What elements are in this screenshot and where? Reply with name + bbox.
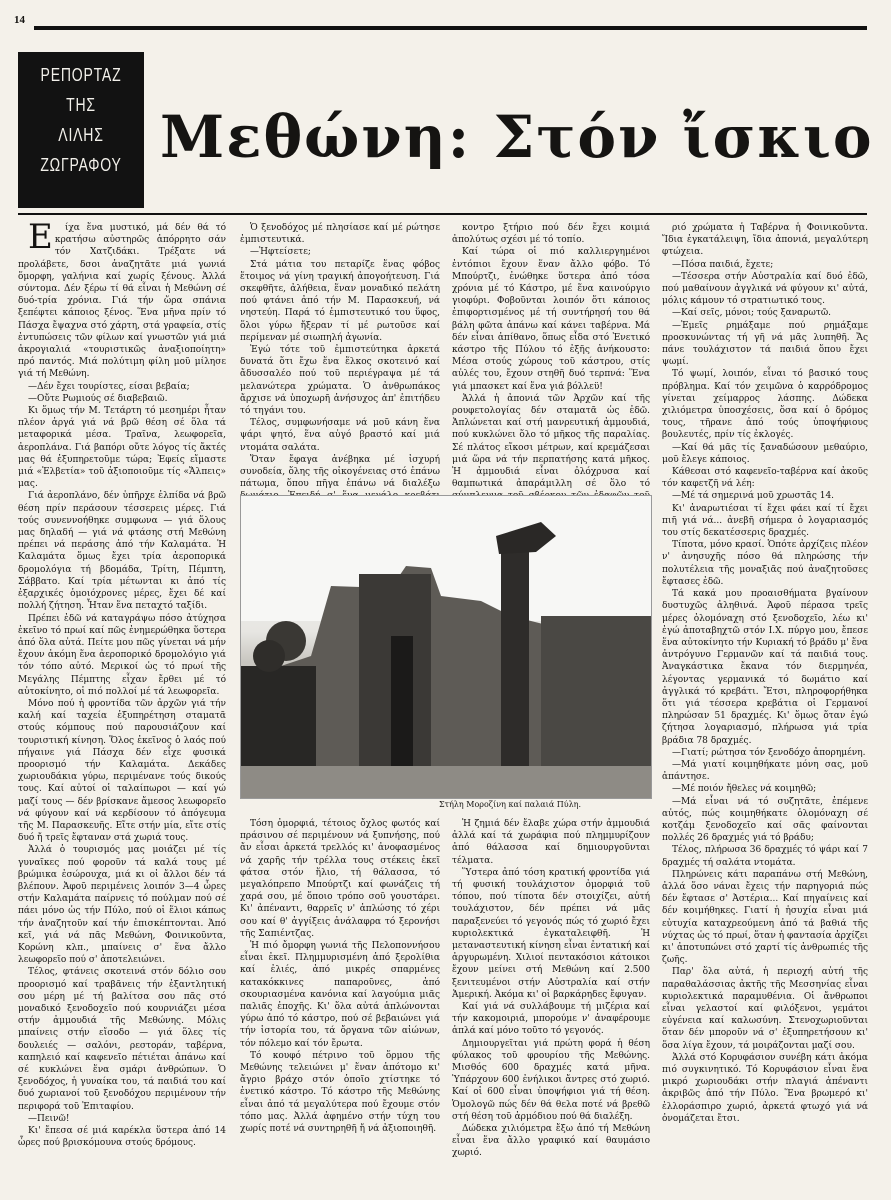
paragraph: Δώδεκα χιλιόμετρα ἔξω ἀπό τή Μεθώνη εἶναι ἕνα ἄλλο γραφικό καί θαυμάσιο χωριό.: [452, 1124, 650, 1159]
byline-line: ΖΩΓΡΑΦΟΥ: [40, 155, 122, 175]
paragraph: Ἀλλά ἡ ἀπονιά τῶν Ἀρχῶν καί τῆς ρουφετολογίας δέν σταματᾶ ὡς ἐδῶ. Ἀπλώνεται καί στή μανρευτική ἀμμουδιά, πού κυκλώνει ὅλο τό μῆκος τῆς παραλίας. Σέ πλάτος εἴκοσι μέτρων, καί κρεμάζεσαι μιά ὥρα νά τήν περπατήσης κατά μῆκος. Ἡ ἀμμουδιά εἶναι ὀλόχρυσα καί θαμπωτικά ἀπαράμιλλη σέ ὅλο τό: [452, 393, 650, 490]
paragraph: Στά μάτια του πεταρίζε ἕνας φόβος ἕτοιμος νά γίνη τραγική ἀπογοήτευση. Γιά σκεφθῆτε, ἀλήθεια, ἕναν μοναδικό πελάτη πού φτάνει ἀπό τήν Μ. Παρασκευή, νά νηστεύη. Παρά τό ἐμπιστευτικό του ὕφος, ὅλοι γύρω ἤξεραν τί μέ ρωτοῦσε καί περίμεναν μέ σιωπηλή ἀγωνία.: [240, 259, 440, 343]
paragraph: —Πόσα παιδιά, ἔχετε;: [672, 259, 774, 270]
top-rule: [34, 26, 867, 30]
paragraph: Κι' ἀναρωτιέσαι τί ἔχει φάει καί τί ἔχει πιῆ γιά νά... ἀνεβῆ σήμερα ὁ λογαριασμός του στίς δεκατέσσερις δραχμές.: [662, 503, 868, 539]
paragraph: —Μέ τά σημερινά μοῦ χρωστᾶς 14.: [672, 491, 835, 502]
paragraph: Ὕστερα ἀπό τόση κρατική φροντίδα γιά τή φυσική τουλάχιστον ὀμορφιά τοῦ τόπου, πού τίποτα δέν στοιχίζει, αὐτή τουλάχιστον, δέν πρέπει νά μᾶς παραξενεύει τό γεγονός πώς τό χωριό ἔχει κυριολεκτικά ἐγκαταλειφθῆ. Ἡ μεταναστευτική κίνηση εἶναι ἐντατική καί ἀργυρωμένη. Χιλιοί πεντακόσιοι κάτοικοι ἔχουν μείνει στή Μεθώνη καί 2.500 ξενιτευμένοι στήν Αὐστραλία καί στήν Ἀμερική. Ἀκόμα κι' οἱ βαρκάρηδες ἔφυγαν.: [452, 867, 650, 1000]
article-headline: Μεθώνη: Στόν ἴσκιο: [160, 103, 874, 171]
text-column-3: [452, 222, 650, 490]
byline-box: [18, 52, 144, 208]
paragraph: Πληρώνεις κάτι παραπάνω στή Μεθώνη, ἀλλά ὅσο νάναι ἔχεις τήν παρηγοριά πώς δέν ἔφτασε σ' Ἀστέρια... Καί πηγαίνεις καί δέν κοιμήθηκες. Γιατί ἡ ἡσυχία εἶναι μιά εὐτυχία καταχρεούμενη ἀπό τά βαθιά τῆς νύχτας ὡς τό πρωί, ὅταν ἡ φαντασία ἀρχίζει κι' ἀποτυπώνει στό χαρτί τίς ἀνθρωπιές τῆς ζωῆς.: [662, 869, 868, 966]
paragraph: Ἡ ζημιά δέν ἔλαβε χώρα στήν ἀμμουδιά ἀλλά καί τά χωράφια πού πλημμυρίζουν ἀπό θάλασσα καί δημιουργοῦνται τέλματα.: [452, 819, 650, 866]
paragraph: —Καί σεῖς, μόνοι; τούς ξαναρωτῶ.: [672, 308, 832, 319]
paragraph: —Πεινῶ!: [28, 1113, 70, 1124]
text-column-4: [662, 222, 868, 1190]
paragraph: Κάθεσαι στό καφενεῖο-ταβέρνα καί ἀκοῦς τόν καφετζῆ νά λέη:: [662, 467, 868, 490]
paragraph: Μόνο πού ἡ φροντίδα τῶν ἀρχῶν γιά τήν καλή καί ταχεία ἐξυπηρέτηση σταματᾶ στούς κόμπους πού παρουσιάζουν καί τουριστική κίνηση. Ὅλος ἐκεῖνος ὁ λαός πού πήγαινε γιά Πάσχα δέν εἶχε φυσικά προορισμό τήν Καλαμάτα. Δεκάδες χωριουδάκια γύρω, περιμένανε τούς δικούς τους. Καί αὐτοί οἱ ταλαίπωροι — καί γώ μαζί τους — δέν βρίσκανε ἄμεσος λεωφορεῖο νά φύγουν καί νά κερδίσουν τό ἀπόγευμα τῆς Μ. Παρασκευῆς. Εἴτε στήν μία, εἴτε στίς δυό ἤ τρεῖς ἔφταναν στά χωριά τους.: [18, 698, 226, 844]
paragraph: —Καί θά μᾶς τίς ξαναδώσουν μεθαύριο, μοῦ ἔλεγε κάποιος.: [662, 442, 868, 465]
text-column-2: [240, 222, 440, 490]
paragraph: Ἀλλά στό Κορυφάσιον συνέβη κάτι ἀκόμα πιό συγκινητικό. Τό Κορυφάσιον εἶναι ἕνα μικρό χωριουδάκι στήν πλαγιά ἀπέναντι ἀκριβῶς ἀπό τήν Πύλο. Ἕνα βρωμερό κι' ἐλλοράσπιρο χωριό, ἀρκετά φτωχό γιά νά ὀνομάζεται ἔτσι.: [662, 1052, 868, 1124]
paragraph: Καί τώρα οἱ πιό καλλιεργημένοι ἐντόπιοι ἔχουν ἕναν ἄλλο φόβο. Τό Μπούρτζι, ἐνώθηκε ὕστερα ἀπό τόσα χρόνια μέ τό Κάστρο, μέ ἕνα καινούργιο γιοφύρι. Φοβοῦνται λοιπόν ὅτι κάποιος ἐπιφορτισμένος μέ τή συντήρησή του θά βάλη φῶτα ἀπάνω καί κάνει ταβέρνα. Μά δέν εἶναι ἀπίθανο, ὅπως εἶδα στό Ἐνετικό κάστρο τῆς Πύλου τό ἐξῆς ἀνήκουστο: Μέσα στούς χώρους τοῦ κάστρου, στίς αὐλές του, ἔχουν στηθῆ δυό τερπνά: Ἕνα γιά μπασκετ καί ἕνα γιά βόλλεϋ!: [452, 247, 650, 392]
paragraph: Είχα ἕνα μυστικό, μά δέν θά τό κρατήσω αὐστηρῶς ἀπόρρητο σάν τόν Χατζιδάκι. Τρέξατε νά προλάβετε, δσοι ἀναζητᾶτε μιά γωνιά ὅμορφη, γαλήνια καί χωρίς ξένους. Ἀλλά σύντομα. Δέν ξέρω τί θά εἶναι ἡ Μεθώνη σέ δυό-τρία χρόνια. Γιά τήν ὥρα σπάνια ξεπέφτει κάποιος ξένος. Ἕνα μῆνα πρίν τό Πάσχα ἔψαχνα στό χάρτη, στά γραφεία, στίς ἐντυπώσεις τῶν φίλων καί γνωστῶν γιά μιά ἀκρογιαλιά «τουριστικῶς ἀναξιοποίητη» πρό παντός. Μιά πολύτιμη φίλη μοῦ μίλησε γιά τή Μεθώνη.: [18, 217, 226, 380]
byline-line: ΡΕΠΟΡΤΑΖ: [40, 65, 122, 85]
paragraph: Δημιουργεῖται γιά πρώτη φορά ἡ θέση φύλακος τοῦ φρουρίου τῆς Μεθώνης. Μισθός 600 δραχμές κατά μῆνα. Ὑπάρχουν 600 ἐνήλικοι ἄντρες στό χωριό. Καί οἱ 600 εἶναι ὑποψήφιοι γιά τή θέση. Ὁμολογῶ πώς δέν θά θελα ποτέ νά βρεθῶ στή θέση τοῦ ἁρμόδιου πού θά διαλέξη.: [452, 1038, 650, 1122]
paragraph: —Ἐμεῖς ρημάξαμε πού ρημάξαμε προσκυνώντας τή γῆ νά μᾶς λυπηθῆ. Ἄς πάνε τουλάχιστον τά παιδιά ὅπου ἔχει ψωμί.: [662, 320, 868, 368]
byline-line: ΛΙΛΗΣ: [58, 125, 104, 145]
paragraph: —Δέν ἔχει τουρίστες, είσαι βεβαία;: [28, 381, 190, 392]
paragraph: —Ἠφτείσετε;: [250, 247, 311, 258]
paragraph: Τά κακά μου προαισθήματα βγαίνουν δυστυχῶς ἀληθινά. Ἀφοῦ πέρασα τρεῖς μέρες ὁλομόναχη στό ξενοδοχεῖο, λέω κι' ἐγώ ἀποταβηχτῶ στόν Ι.Χ. πύργο μου, ἔπεσε ἕνα αὐτοκίνητο τήν Κυριακή τό βράδυ μ' ἕνα ἀντρόγυνο Γερμανῶν καί τά παιδιά τους. Ἀναγκάστικα ἔκανα τόν διερμηνέα, λέγοντας γερμανικά τό δωμάτιο καί ἀγγλικά τό κρεβάτι. Ἔτσι, πληροφορήθηκα ὅτι γιά τέσσερα κρεβάτια οἱ Γερμανοί πληρώσαν 51 δραχμές. Κι' ὅμως ὅταν ἐγώ ζήτησα λογαριασμό, πλήρωσα γιά τρία βράδια 78 δραχμές.: [662, 589, 868, 746]
paragraph: Πρέπει ἐδῶ νά καταγράψω πόσο ἀτύχησα ἐκεῖνο τό πρωί καί πῶς ἐνημερώθηκα ὕστερα ἀπό ὅλα αὐτά. Πείτε μου πῶς γίνεται νά μήν ἔχουν ἀκόμη ἕνα ἀεροπορικό δρομολόγιο γιά τόν τόπο αὐτό. Μερικοί ὡς τό πρωί τῆς Μεγάλης Πέμπτης εἶχαν ἔρθει μέ τό αὐτοκίνητο, οἱ πιό πολλοί μέ τά λεωφορεῖα.: [18, 613, 226, 697]
headline-rule: [18, 213, 867, 215]
paragraph: Παρ' ὅλα αὐτά, ἡ περιοχή αὐτή τῆς παραθαλάσσιας ἀκτῆς τῆς Μεσσηνίας εἶναι κυριολεκτικά παραμυθένια. Οἱ ἄνθρωποι εἶναι γελαστοί καί φιλόξενοι, γεμάτοι εὐγένεια καί καλωσύνη. Στενοχωριοῦνται ὅταν δέν μποροῦν νά σ' ἐξυπηρετήσουν κι' ὅσα λίγα ἔχουν, τά μοιράζονται μαζί σου.: [662, 967, 868, 1051]
paragraph: Τέλος, συμφωνήσαμε νά μοῦ κάνη ἕνα ψάρι ψητό, ἕνα αὐγό βραστό καί μιά ντομάτα σαλάτα.: [240, 418, 440, 453]
photo-castle-column: [240, 495, 652, 799]
text-column-6: [452, 818, 650, 1190]
paragraph: κοντρο ξτήριο πού δέν ἔχει κοιμιά ἀπολύτως σχέσι μέ τό τοπίο.: [452, 223, 650, 246]
paragraph: Ὁ ξενοδόχος μέ πλησίασε καί μέ ρώτησε ἐμπιστευτικά.: [240, 223, 440, 246]
paragraph: Τέλος, πλήρωσα 36 δραχμές τό ψάρι καί 7 δραχμές τή σαλάτα ντομάτα.: [662, 845, 868, 868]
paragraph: Γιά ἀεροπλάνο, δέν ὑπῆρχε ἐλπίδα νά βρῶ θέση πρίν περάσουν τέσσερεις μέρες. Γιά τούς συνεννοήθηκε συμφωνα — γιά ὅλους μας δηλαδή — γιά νά φτάσης στή Μεθώνη πρέπει νά περάσης ἀπό τήν Καλαμάτα. Ἡ Καλαμάτα ὅμως ἔχει τρία ἀεροπορικά δρομολόγια τή βδομάδα, Τρίτη, Πέμπτη, Σάββατο. Καί τρία μέτωνται κι ἀπό τίς ἐξαρχικές ὁμοιόχρονες μέρες, ἔχει δέ καί πολλή ζήτηση. Ἦταν ἕνα πεταχτό ταξίδι.: [18, 491, 226, 612]
paragraph: —Μά γιατί κοιμηθήκατε μόνη σας, μοῦ ἀπάντησε.: [662, 759, 868, 783]
paragraph: ριό χρώματα ἡ Ταβέρνα ἡ Φοινικοῦντα. Ἴδια ἐγκατάλειψη, ἴδια ἀπονιά, μεγαλύτερη φτώχεια.: [662, 223, 868, 258]
text-column-5: [240, 818, 440, 1190]
paragraph: Τό ψωμί, λοιπόν, εἶναι τό βασικό τους πρόβλημα. Καί τόν χειμῶνα ὁ καρρόδρομος γίνεται χείμαρρος λάσπης. Δώδεκα χιλιόμετρα ὑποσχέσεις, ὅσα καί ὁ δρόμος τους, τῆρανε ἀπό τούς ὑποψήφιους βουλευτές, πρίν τίς ἐκλογές.: [662, 369, 868, 441]
paragraph: Κι ὅμως τήν Μ. Τετάρτη τό μεσημέρι ἦταν πλέον ἀργά γιά νά βρῶ θέση σέ ὅλα τά μεταφορικά μέσα. Τραῖνα, λεωφορεῖα, ἀεροπλάνα. Γιά βαπόρι οὔτε λόγος τίς ἄκτές μας θά ἐξυπηρετοῦμε τώρα; Ἐφείς εἴμαστε μιά «Ἑλβετία» τοῦ ἀξιοποιοῦμε τίς «Ἄλπεις» μας.: [18, 406, 226, 490]
paragraph: Τόση ὀμορφιά, τέτοιος ὄχλος φωτός καί πράσινου σέ περιμένουν νά ξυπνήσης, πού ἄν εἶσαι ἀρκετά τρελλός κι' ἀνοφασμένος νά χαρῆς τήν τρέλλα τους στέκεις ἐκεῖ φάτσα στόν ἥλιο, τή θάλασσα, τό μεγαλόπρεπο Μπούρτζι καί φωνάζεις τή χαρά σου, μέ ὅποιο τρόπο σοῦ γουστάρει. Κι' ἀπέναντι, θαρρεῖς ν' ἀπλώσης τό χέρι σου καί θ' ἀγγίξεις ἀνάλαφρα τό ξερονήσι τῆς Σαπιέντζας.: [240, 819, 440, 939]
paragraph: Τέλος, φτάνεις σκοτεινά στόν δόλιο σου προορισμό καί τραβᾶνεις τήν ἐξαντλητική σου μέρη μέ τή βαλίτσα σου πᾶς στό μοναδικό ξενοδοχεῖο πού κουρνιάζει μέσα στήν ἀμμουδιά τῆς Μεθώνης. Μόλις μπαίνεις στήν εἴσοδο — γιά ὅλες τίς δουλειές — σαλόνι, ρεστοράν, ταβέρνα, καπηλειό καί καφενεῖο πέτιέται ἀπάνω καί σέ κυκλώνει ἕνα σμάρι ἀνθρώπων. Ὁ ξενοδόχος, ἡ γυναίκα του, τά παιδιά του καί δυό χωριανοί τοῦ ξενοδόχου περιμένουν τήν περιφορά τοῦ Ἐπιταφίου.: [18, 967, 226, 1112]
paragraph: Ὅταν ἔφαγα ἀνέβηκα μέ ἰσχυρή συνοδεία, ὅλης τῆς οἰκογένειας στό ἐπάνω πάτωμα, ὅπου πῆγα ἐπάνω νά διαλέξω: [240, 454, 440, 490]
paragraph: Τίποτα, μόνο κρασί. Ὁπότε ἀρχίζεις πλέον ν' ἀνησυχῆς πόσο θά πληρώσης τήν πολυτέλεια τῆς μοναξιᾶς πού ἀναζητοῦσες ἔφτασες ἐδῶ.: [662, 540, 868, 587]
paragraph: Ἐγώ τότε τοῦ ἐμπιστεύτηκα ἀρκετά δυνατά ὅτι ἔχω ἕνα ἕλκος σκοτεινό καί ἄδυσσαλέο πού τοῦ περιέγραψα μέ τά μελανώτερα χρώματα. Ὁ ἀνθρωπάκος ἄρχισε νά ὑποχωρῆ ἀνήσυχος ἀπ' ἐπιτήδευ τό τηγάνι του.: [240, 345, 440, 417]
paragraph: Τό κουφό πέτρινο τοῦ ὅρμου τῆς Μεθώνης τελειώνει μ' ἕναν ἀπότομο κι' ἄγριο βράχο στόν ὁποῖο χτίστηκε τό ἐνετικό κάστρο. Τό κάστρο τῆς Μεθώνης εἶναι ἀπό τά μεγαλύτερα πού ἔχουμε στόν τόπο μας. Ἀλλά ἀφημένο στήν τύχη του χωρίς ποτέ νά συντηρηθῆ ἤ νά ἀξιοποιηθῆ.: [240, 1050, 440, 1135]
paragraph: —Οὔτε Ρωμιούς σέ διαβεβαιῶ.: [28, 393, 168, 404]
text-column-1: [18, 217, 226, 1190]
photo-caption: Στήλη Μοροζίνη καί παλαιά Πύλη.: [438, 800, 582, 809]
paragraph: —Τέσσερα στήν Αὐστραλία καί δυό ἐδῶ, πού μαθαίνουν ἀγγλικά νά φύγουν κι' αὐτά, μόλις κάμουν τό στρατιωτικό τους.: [662, 271, 868, 307]
paragraph: —Γιατί; ρώτησα τόν ξενοδόχο ἀπορημένη.: [672, 747, 866, 758]
byline-line: ΤΗΣ: [66, 95, 96, 115]
paragraph: —Μέ ποιόν ἤθελες νά κοιμηθῶ;: [672, 784, 817, 795]
page-number: 14: [14, 14, 25, 26]
paragraph: Κι' ἔπεσα σέ μιά καρέκλα ὕστερα ἀπό 14 ὧρες πού βρισκόμουνα στούς δρόμους.: [18, 1126, 226, 1149]
paragraph: Ἀλλά ὁ τουρισμός μας μοιάζει μέ τίς γυναῖκες πού φοροῦν τά καλά τους μέ βρώμικα ἐσώρουχα, μιά κι οἱ ἄλλοι δέν τά βλέπουν. Ἀφοῦ περιμένεις λοιπόν 3—4 ὧρες στήν Καλαμάτα παίρνεις τό πούλμαν πού σέ πάει μόνο ὡς τήν Πύλο, πού οἱ ἕλιοι κάπως τήν ἀναζητοῦν καί τήν ἐπισκέπτονται. Ἀπό κεῖ, γιά νά πᾶς Μεθώνη, Φοινικοῦντα, Κορώνη κλπ., μπαίνεις σ' ἕνα ἄλλο λεωφορεῖο πού σ' ἀποτελειώνει.: [18, 845, 226, 966]
paragraph: —Μά εἶναι νά τό συζητᾶτε, ἐπέμενε αὐτός, πώς κοιμηθήκατε ὁλομόναχη σέ κοτζάμ ξενοδοχεῖο καί σᾶς φαίνονται πολλές 26 δραχμές γιά τό βράδυ;: [662, 796, 868, 844]
paragraph: Ἡ πιό ὄμορφη γωνιά τῆς Πελοποννήσου εἶναι ἐκεῖ. Πλημμυρισμένη ἀπό ξερολίθια καί ἐλιές, ἀπό μικρές σπαρμένες κατακόκκινες παπαροῦνες, ἀπό σκουριασμένα κανόνια καί λαγούμια μιᾶς παλιᾶς ἐποχῆς. Κι' ὅλα αὐτά ἁπλώνονται γύρω ἀπό τό κάστρο, πού σέ βεβαιώνει γιά τήν ἱστορία του, τά ὄργανα τῶν αἰώνων, τόν πόλεμο καί τόν ἔρωτα.: [240, 941, 440, 1049]
paragraph: Καί γιά νά συλλάβουμε τή μιζέρια καί τήν κακομοιριά, μπορούμε ν' ἀναφέρουμε ἁπλά καί μόνο τοῦτο τό γεγονός.: [452, 1002, 650, 1037]
